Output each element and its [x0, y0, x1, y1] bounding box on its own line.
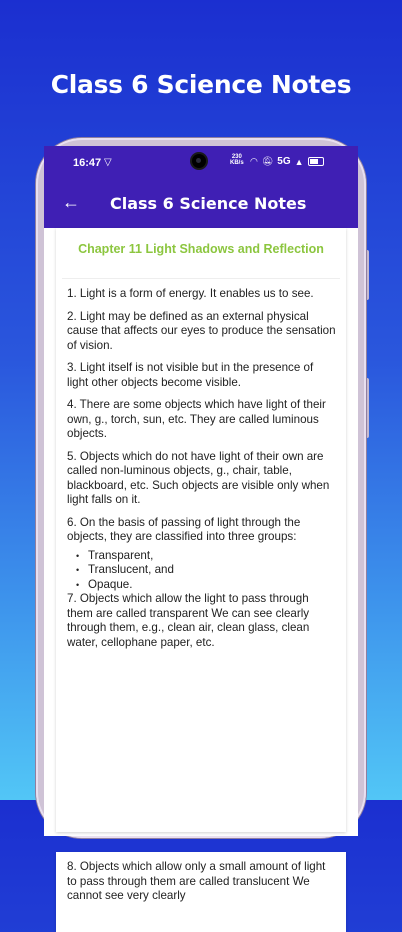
battery-icon — [308, 157, 324, 166]
phone-frame — [36, 138, 366, 902]
status-time: 16:47 — [73, 157, 102, 169]
note-2: 2. Light may be defined as an external physical cause that affects our eyes to produce the sensation of vision. — [67, 309, 336, 352]
network-type: 5G — [277, 156, 291, 167]
list-item: • Translucent, and — [88, 563, 346, 578]
phone-screen — [44, 146, 358, 902]
front-camera-icon — [192, 154, 206, 168]
note-7: 7. Objects which allow the light to pass through them are called transparent We can see clearly through them, e.g., clean air, clean glass, clean water, cellophane paper, etc. — [67, 592, 310, 649]
list-item: • Opaque. — [88, 578, 346, 593]
chapter-title: Chapter 11 Light Shadows and Reflection — [78, 242, 324, 256]
notes-content[interactable] — [44, 228, 358, 902]
mute-icon: 🔕︎ — [261, 156, 274, 166]
groups-list — [56, 549, 346, 593]
divider — [62, 278, 340, 279]
app-bar — [44, 180, 358, 228]
note-8: 8. Objects which allow only a small amount of light to pass through them are called translucent We cannot see very clearly — [67, 860, 326, 902]
note-3: 3. Light itself is not visible but in the presence of light other objects become visible. — [67, 361, 314, 389]
note-6: 6. On the basis of passing of light through the objects, they are classified into three groups: — [67, 515, 301, 543]
network-speed: 230 KB/s — [230, 154, 244, 166]
back-arrow-icon[interactable]: ← — [62, 192, 80, 212]
note-1: 1. Light is a form of energy. It enables us to see. — [67, 287, 314, 300]
promo-title: Class 6 Science Notes — [50, 70, 352, 99]
notes-card — [56, 228, 346, 832]
status-bar — [44, 146, 358, 180]
status-icons — [250, 156, 324, 167]
note-4: 4. There are some objects which have light of their own, g., torch, sun, etc. They are called luminous objects. — [67, 398, 326, 440]
notes-card-2 — [56, 852, 346, 932]
vpn-icon: ▽ — [104, 157, 112, 168]
list-item: • Transparent, — [88, 549, 346, 564]
note-5: 5. Objects which do not have light of their own are called non-luminous objects, g., chair, table, blackboard, etc. Such objects are visible only when light falls on it. — [67, 449, 330, 506]
wifi-icon: ◠ — [250, 156, 258, 166]
signal-icon: ▲ — [294, 156, 304, 167]
app-title: Class 6 Science Notes — [110, 194, 307, 213]
